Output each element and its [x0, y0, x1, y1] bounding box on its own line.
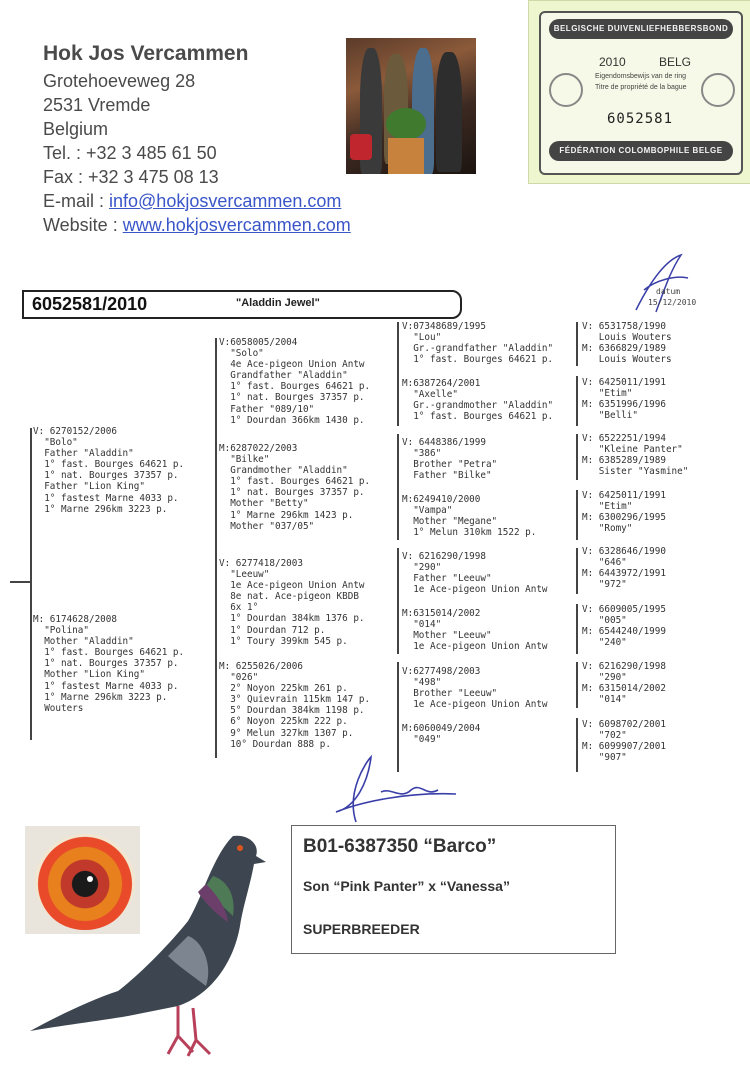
telephone: Tel. : +32 3 485 61 50: [43, 143, 217, 163]
certificate-year: 2010: [599, 55, 626, 69]
pedigree-sire-bracket: [215, 338, 217, 560]
pedigree-g4-7: V: 6216290/1998 "290" M: 6315014/2002 "014": [582, 661, 666, 706]
pedigree-bracket-ds: [397, 548, 399, 654]
breeder-name: Hok Jos Vercammen: [43, 42, 249, 65]
pedigree-g3-8: M:6060049/2004 "049": [402, 723, 481, 746]
pedigree-root-line: [10, 581, 32, 583]
website-row: [43, 213, 351, 237]
datum-date: 15/12/2010: [648, 298, 697, 307]
fax: Fax : +32 3 475 08 13: [43, 167, 219, 187]
pedigree-bracket-g3-1: [576, 322, 578, 366]
datum-label: datum: [656, 287, 681, 296]
certificate-line-1: Eigendomsbewijs van de ring: [595, 73, 687, 80]
pedigree-dam-bracket: [215, 558, 217, 758]
pedigree-g4-1: V: 6531758/1990 Louis Wouters M: 6366829/1989 Louis Wouters: [582, 321, 672, 366]
pedigree-bracket-sd: [397, 434, 399, 540]
signature-middle: [326, 752, 466, 832]
pedigree-bracket-g3-8: [576, 718, 578, 772]
pedigree-sire-sire: V:6058005/2004 "Solo" 4e Ace-pigeon Union Antw Grandfather "Aladdin" 1° fast. Bourges 64621 p. 1° nat. Bourges 37357 p. Father "089/10" 1° Dourdan 366km 1430 p.: [219, 337, 371, 426]
email-link[interactable]: info@hokjosvercammen.com: [109, 191, 342, 211]
pedigree-dam-dam: M: 6255026/2006 "026" 2° Noyon 225km 261 p. 3° Quievrain 115km 147 p. 5° Dourdan 384km 1198 p. 6° Noyon 225km 222 p. 9° Melun 327km 1307 p. 10° Dourdan 888 p.: [219, 661, 371, 750]
city: 2531 Vremde: [43, 95, 151, 115]
pedigree-gen1-bracket: [30, 428, 32, 740]
pedigree-dam: M: 6174628/2008 "Polina" Mother "Aladdin" 1° fast. Bourges 64621 p. 1° nat. Bourges 37357 p. Mother "Lion King" 1° fastest Marne 4033 p. 1° Marne 296km 3223 p. Wouters: [33, 614, 185, 714]
info-box-status: SUPERBREEDER: [303, 921, 420, 937]
country: Belgium: [43, 119, 109, 139]
pedigree-g4-6: V: 6609005/1995 "005" M: 6544240/1999 "240": [582, 604, 666, 649]
pedigree-bracket-g3-2: [576, 376, 578, 426]
pigeon-photo: [28, 826, 268, 1062]
signature-top: [626, 250, 696, 320]
pedigree-bracket-g3-6: [576, 604, 578, 654]
email-label: E-mail :: [43, 191, 110, 211]
pedigree-dam-sire: V: 6277418/2003 "Leeuw" 1e Ace-pigeon Union Antw 8e nat. Ace-pigeon KBDB 6x 1° 1° Dourdan 384km 1376 p. 1° Dourdan 712 p. 1° Toury 399km 545 p.: [219, 558, 365, 647]
pigeon-ring-number: 6052581/2010: [32, 294, 148, 314]
pigeon-header: [22, 290, 462, 319]
pedigree-g3-1: V:07348689/1995 "Lou" Gr.-grandfather "Aladdin" 1° fast. Bourges 64621 p.: [402, 321, 554, 366]
website-label: Website :: [43, 215, 123, 235]
pedigree-bracket-g3-3: [576, 434, 578, 480]
info-box-title: B01-6387350 “Barco”: [303, 836, 497, 857]
street: Grotehoeveweg 28: [43, 71, 196, 91]
pedigree-sire: V: 6270152/2006 "Bolo" Father "Aladdin" 1° fast. Bourges 64621 p. 1° nat. Bourges 37357 p. Father "Lion King" 1° fastest Marne 4033 p. 1° Marne 296km 3223 p.: [33, 426, 185, 515]
info-box: [291, 825, 616, 954]
pedigree-g4-5: V: 6328646/1990 "646" M: 6443972/1991 "972": [582, 546, 666, 591]
pedigree-bracket-ss: [397, 322, 399, 426]
pedigree-g3-7: V:6277498/2003 "498" Brother "Leeuw" 1e Ace-pigeon Union Antw: [402, 666, 548, 711]
emblem-right: [701, 73, 735, 107]
website-link[interactable]: www.hokjosvercammen.com: [122, 215, 351, 235]
pedigree-g4-3: V: 6522251/1994 "Kleine Panter" M: 6385289/1989 Sister "Yasmine": [582, 433, 689, 478]
certificate-bottom-band: FÉDÉRATION COLOMBOPHILE BELGE: [549, 141, 733, 161]
pedigree-g3-2: M:6387264/2001 "Axelle" Gr.-grandmother "Aladdin" 1° fast. Bourges 64621 p.: [402, 378, 554, 423]
pedigree-g3-3: V: 6448386/1999 "386" Brother "Petra" Father "Bilke": [402, 437, 498, 482]
pedigree-bracket-g3-4: [576, 490, 578, 540]
pedigree-bracket-g3-5: [576, 548, 578, 594]
team-photo: [346, 38, 476, 174]
pedigree-g3-4: M:6249410/2000 "Vampa" Mother "Megane" 1° Melun 310km 1522 p.: [402, 494, 537, 539]
emblem-left: [549, 73, 583, 107]
pedigree-g4-8: V: 6098702/2001 "702" M: 6099907/2001 "907": [582, 719, 666, 764]
certificate-line-2: Titre de propriété de la bague: [595, 84, 687, 91]
info-box-parents: Son “Pink Panter” x “Vanessa”: [303, 878, 510, 894]
datum: [648, 286, 696, 308]
pedigree-g4-4: V: 6425011/1991 "Etim" M: 6300296/1995 "Romy": [582, 490, 666, 535]
pedigree-bracket-g3-7: [576, 662, 578, 708]
pedigree-g3-6: M:6315014/2002 "014" Mother "Leeuw" 1e Ace-pigeon Union Antw: [402, 608, 548, 653]
certificate-top-band: BELGISCHE DUIVENLIEFHEBBERSBOND: [549, 19, 733, 39]
pigeon-name: "Aladdin Jewel": [236, 297, 320, 309]
email-row: [43, 189, 341, 213]
ring-certificate: [528, 0, 750, 184]
pedigree-sire-dam: M:6287022/2003 "Bilke" Grandmother "Aladdin" 1° fast. Bourges 64621 p. 1° nat. Bourges 37357 p. Mother "Betty" 1° Marne 296km 1423 p. Mother "037/05": [219, 443, 371, 532]
pedigree-g3-5: V: 6216290/1998 "290" Father "Leeuw" 1e Ace-pigeon Union Antw: [402, 551, 548, 596]
pedigree-g4-2: V: 6425011/1991 "Etim" M: 6351996/1996 "Belli": [582, 377, 666, 422]
certificate-country: BELG: [659, 55, 692, 69]
certificate-ring-number: 6052581: [607, 111, 674, 127]
